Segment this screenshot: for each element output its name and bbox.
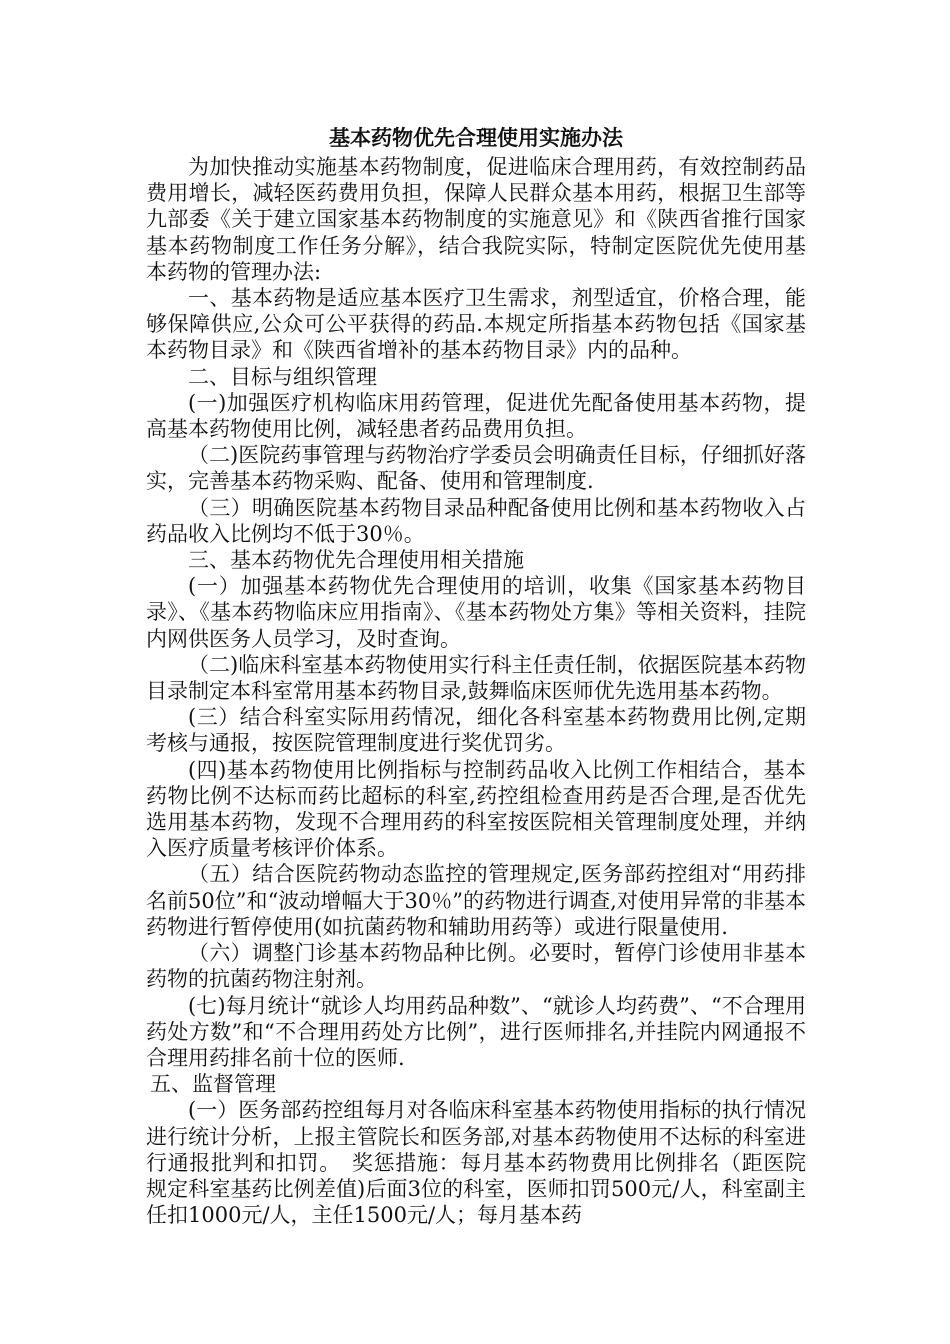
paragraph-2-2: （二)医院药事管理与药物治疗学委员会明确责任目标，仔细抓好落实，完善基本药物采购、配备、使用和管理制度.: [146, 443, 806, 494]
document-title: 基本药物优先合理使用实施办法: [329, 125, 623, 150]
paragraph-5-1: (一）医务部药控组每月对各临床科室基本药物使用指标的执行情况进行统计分析，上报主管院长和医务部,对基本药物使用不达标的科室进行通报批判和扣罚。 奖惩措施：每月基本药物费用比例排名（距医院规定科室基药比例差值)后面3位的科室，医师扣罚500元/人，科室副主任扣1000元/人，主任1500元/人；每月基本药: [146, 1098, 806, 1228]
paragraph-3-7: (七)每月统计“就诊人均用药品种数”、“就诊人均药费”、“不合理用药处方数”和“不合理用药处方比例”，进行医师排名,并挂院内网通报不合理用药排名前十位的医师.: [146, 993, 806, 1070]
paragraph-3-2: （二)临床科室基本药物使用实行科主任责任制，依据医院基本药物目录制定本科室常用基本药物目录,鼓舞临床医师优先选用基本药物。: [146, 652, 806, 704]
heading-section-2: 二、目标与组织管理: [188, 364, 377, 389]
paragraph-2-1: (一)加强医疗机构临床用药管理，促进优先配备使用基本药物，提高基本药物使用比例，减轻患者药品费用负担。: [146, 390, 806, 442]
heading-section-5: 五、监督管理: [150, 1072, 276, 1097]
paragraph-3-3: (三）结合科室实际用药情况，细化各科室基本药物费用比例,定期考核与通报，按医院管理制度进行奖优罚劣。: [146, 705, 806, 756]
document-page: [146, 118, 806, 1228]
paragraph-section-1: 一、基本药物是适应基本医疗卫生需求，剂型适宜，价格合理，能够保障供应,公众可公平获得的药品.本规定所指基本药物包括《国家基本药物目录》和《陕西省增补的基本药物目录》内的品种。: [146, 286, 806, 363]
heading-section-3: 三、基本药物优先合理使用相关措施: [188, 548, 524, 573]
paragraph-3-5: （五）结合医院药物动态监控的管理规定,医务部药控组对“用药排名前50位”和“波动增幅大于30％”的药物进行调查,对使用异常的非基本药物进行暂停使用(如抗菌药物和辅助用药等）或进行限量使用.: [146, 862, 806, 939]
paragraph-2-3: （三）明确医院基本药物目录品种配备使用比例和基本药物收入占药品收入比例均不低于30％。: [146, 495, 806, 546]
paragraph-3-4: (四)基本药物使用比例指标与控制药品收入比例工作相结合，基本药物比例不达标而药比超标的科室,药控组检查用药是否合理,是否优先选用基本药物，发现不合理用药的科室按医院相关管理制度处理，并纳入医疗质量考核评价体系。: [146, 757, 806, 861]
paragraph-3-1: (一）加强基本药物优先合理使用的培训，收集《国家基本药物目录》、《基本药物临床应用指南》、《基本药物处方集》等相关资料，挂院内网供医务人员学习，及时查询。: [146, 574, 806, 651]
paragraph-3-6: （六）调整门诊基本药物品种比例。必要时，暂停门诊使用非基本药物的抗菌药物注射剂。: [146, 941, 806, 992]
paragraph-intro: 为加快推动实施基本药物制度，促进临床合理用药，有效控制药品费用增长，减轻医药费用负担，保障人民群众基本用药，根据卫生部等九部委《关于建立国家基本药物制度的实施意见》和《陕西省推行国家基本药物制度工作任务分解》，结合我院实际，特制定医院优先使用基本药物的管理办法:: [146, 155, 806, 284]
